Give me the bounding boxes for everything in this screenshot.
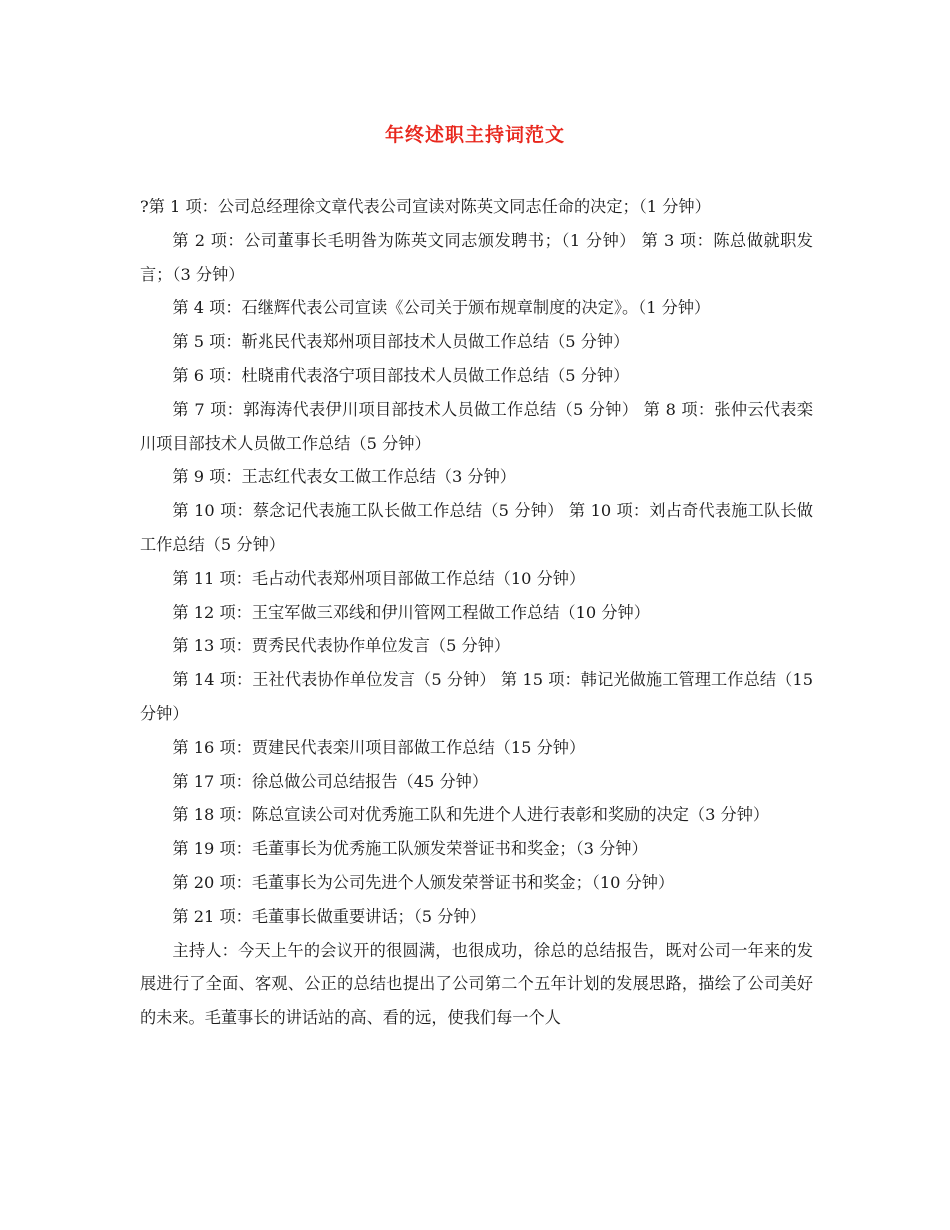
- agenda-item-12: 第 12 项：王宝军做三邓线和伊川管网工程做工作总结（10 分钟）: [172, 602, 650, 622]
- document-body: [140, 190, 813, 1035]
- agenda-item-6: 第 6 项：杜晓甫代表洛宁项目部技术人员做工作总结（5 分钟）: [172, 365, 630, 385]
- agenda-item-20: 第 20 项：毛董事长为公司先进个人颁发荣誉证书和奖金；（10 分钟）: [172, 872, 675, 892]
- agenda-item-11: 第 11 项：毛占动代表郑州项目部做工作总结（10 分钟）: [172, 568, 586, 588]
- agenda-item-2-3: 第 2 项：公司董事长毛明昝为陈英文同志颁发聘书；（1 分钟） 第 3 项：陈总做就职发言；（3 分钟）: [140, 230, 813, 284]
- agenda-item-14-15: 第 14 项：王社代表协作单位发言（5 分钟） 第 15 项：韩记光做施工管理工作总结（15 分钟）: [140, 670, 813, 723]
- agenda-item-1: ?第 1 项：公司总经理徐文章代表公司宣读对陈英文同志任命的决定；（1 分钟）: [140, 197, 711, 216]
- agenda-item-10: 第 10 项：蔡念记代表施工队长做工作总结（5 分钟） 第 10 项：刘占奇代表施工队长做工作总结（5 分钟）: [140, 501, 813, 554]
- agenda-item-9: 第 9 项：王志红代表女工做工作总结（3 分钟）: [172, 467, 516, 487]
- agenda-item-17: 第 17 项：徐总做公司总结报告（45 分钟）: [172, 771, 489, 791]
- agenda-item-16: 第 16 项：贾建民代表栾川项目部做工作总结（15 分钟）: [172, 737, 586, 757]
- document-title: 年终述职主持词范文: [384, 124, 565, 146]
- agenda-item-19: 第 19 项：毛董事长为优秀施工队颁发荣誉证书和奖金；（3 分钟）: [172, 839, 648, 859]
- agenda-item-18: 第 18 项：陈总宣读公司对优秀施工队和先进个人进行表彰和奖励的决定（3 分钟）: [172, 805, 770, 825]
- host-remarks: 主持人：今天上午的会议开的很圆满，也很成功，徐总的总结报告，既对公司一年来的发展进行了全面、客观、公正的总结也提出了公司第二个五年计划的发展思路，描绘了公司美好的未来。毛董事长的讲话站的高、看的远，使我们每一个人: [140, 940, 813, 1028]
- agenda-item-5: 第 5 项：靳兆民代表郑州项目部技术人员做工作总结（5 分钟）: [172, 332, 630, 352]
- agenda-item-4: 第 4 项：石继辉代表公司宣读《公司关于颁布规章制度的决定》。（1 分钟）: [172, 298, 711, 318]
- agenda-item-7-8: 第 7 项：郭海涛代表伊川项目部技术人员做工作总结（5 分钟） 第 8 项：张仲云代表栾川项目部技术人员做工作总结（5 分钟）: [140, 399, 813, 453]
- agenda-item-13: 第 13 项：贾秀民代表协作单位发言（5 分钟）: [172, 636, 511, 656]
- agenda-item-21: 第 21 项：毛董事长做重要讲话；（5 分钟）: [172, 906, 486, 926]
